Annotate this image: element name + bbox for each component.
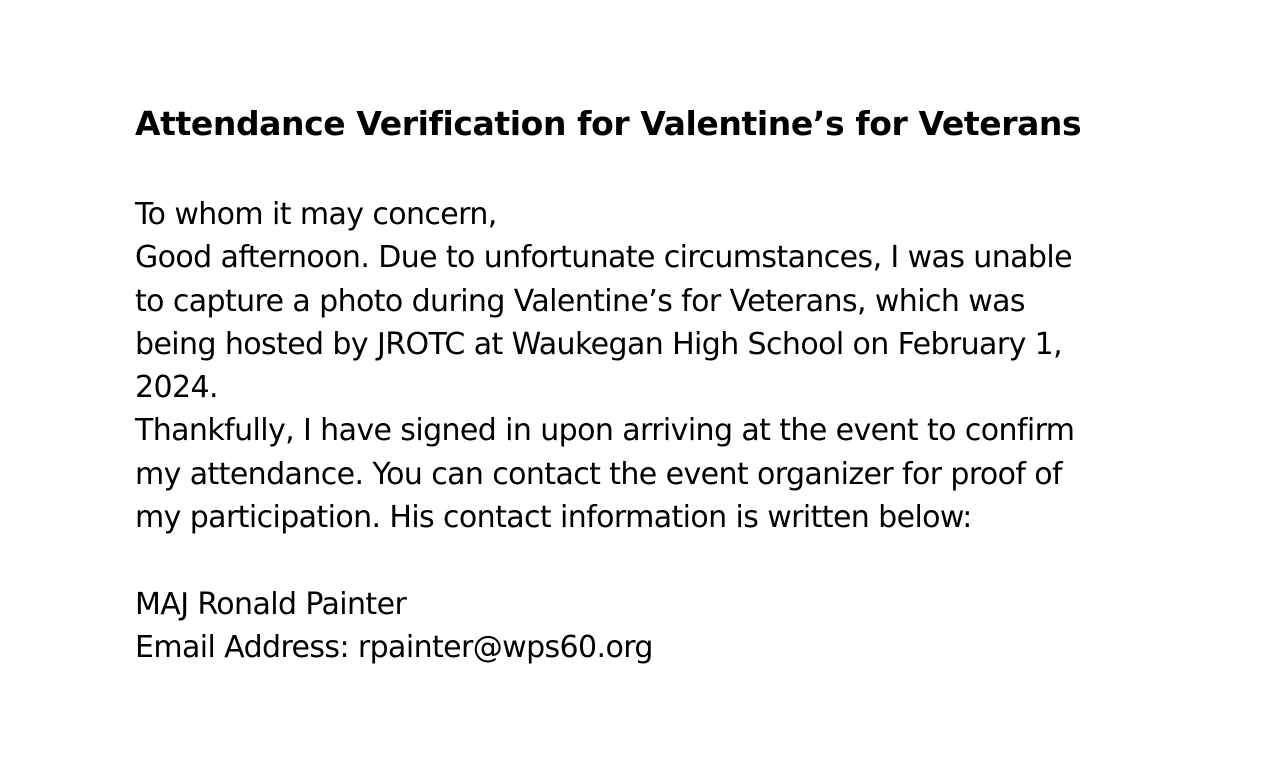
paragraph-line: my participation. His contact information is written below:	[135, 500, 972, 536]
paragraph-line: Good afternoon. Due to unfortunate circumstances, I was unable	[135, 240, 1072, 276]
paragraph-line: 2024.	[135, 370, 218, 406]
letter-title: Attendance Verification for Valentine’s for Veterans	[135, 104, 1082, 143]
paragraph-circumstances	[135, 236, 1145, 409]
salutation: To whom it may concern,	[135, 197, 497, 232]
letter-body	[135, 193, 1145, 669]
paragraph-line: Thankfully, I have signed in upon arriving at the event to confirm	[135, 413, 1075, 449]
spacer	[135, 539, 1145, 582]
letter	[135, 100, 1145, 669]
paragraph-line: to capture a photo during Valentine’s for Veterans, which was	[135, 283, 1025, 319]
paragraph-line: my attendance. You can contact the event organizer for proof of	[135, 456, 1063, 492]
spacer	[135, 148, 1145, 193]
paragraph-attendance	[135, 409, 1145, 539]
contact-block	[135, 583, 1145, 670]
contact-name: MAJ Ronald Painter	[135, 586, 407, 622]
paragraph-line: being hosted by JROTC at Waukegan High School on February 1,	[135, 326, 1063, 362]
contact-email: Email Address: rpainter@wps60.org	[135, 629, 653, 665]
